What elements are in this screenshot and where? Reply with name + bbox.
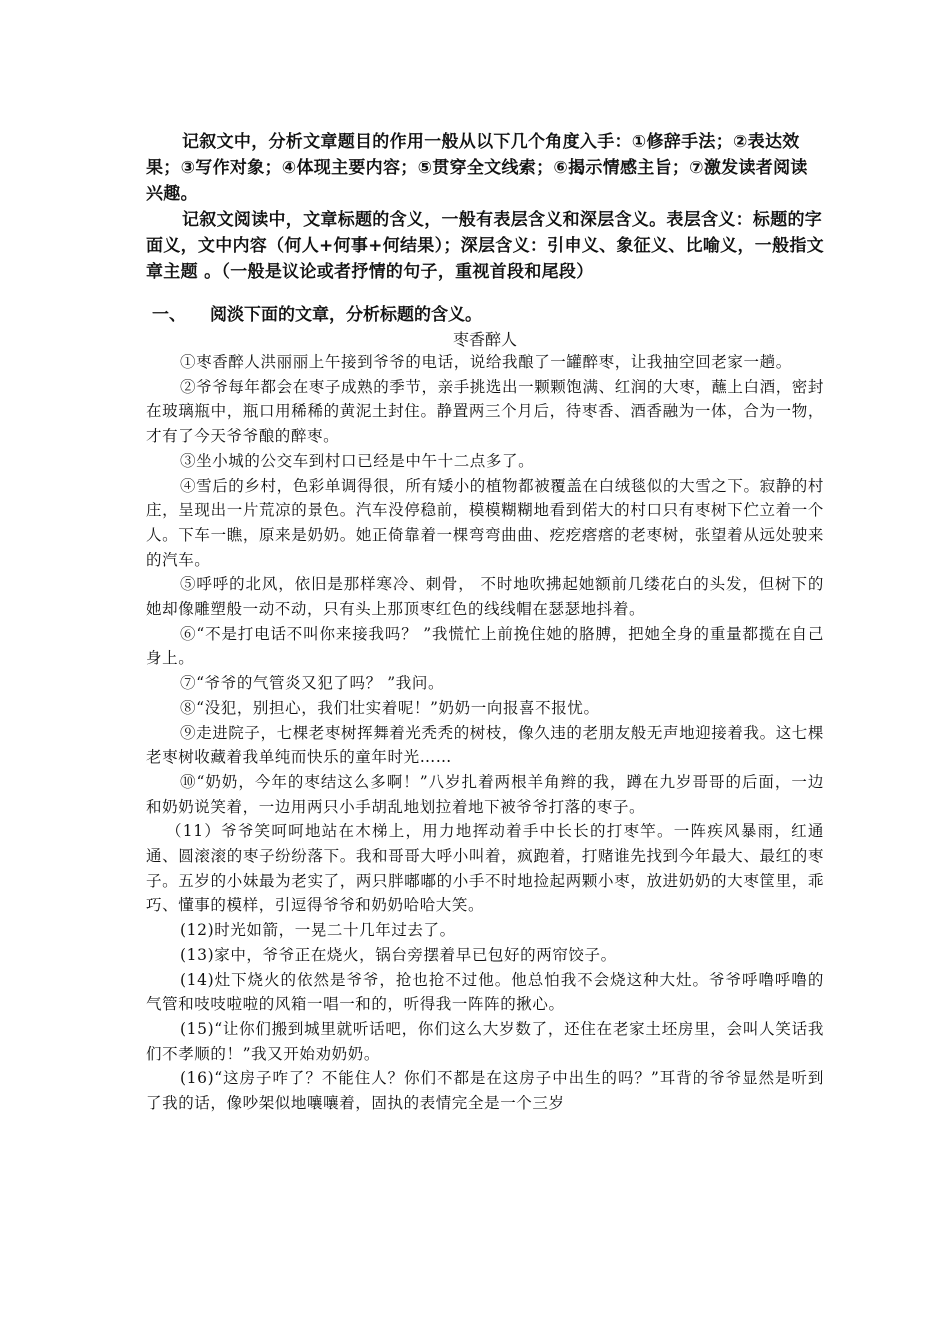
intro-paragraph-title-function: 记叙文中，分析文章题目的作用一般从以下几个角度入手：①修辞手法；②表达效果；③写作对象；④体现主要内容；⑤贯穿全文线索；⑥揭示情感主旨；⑦激发读者阅读兴趣。 [146, 132, 808, 204]
article-paragraph-7: ⑦“爷爷的气管炎又犯了吗？ ”我问。 [180, 674, 445, 693]
article-body [146, 350, 824, 1116]
article-paragraph-6: ⑥“不是打电话不叫你来接我吗？ ”我慌忙上前挽住她的胳膊，把她全身的重量都揽在自己身上。 [146, 624, 824, 668]
article-paragraph-8: ⑧“没犯，别担心，我们壮实着呢！”奶奶一向报喜不报忧。 [180, 698, 600, 717]
article-paragraph-5: ⑤呼呼的北风，依旧是那样寒冷、刺骨， 不时地吹拂起她额前几缕花白的头发，但树下的她却像雕塑般一动不动，只有头上那顶枣红色的线线帽在瑟瑟地抖着。 [146, 575, 824, 619]
section-heading [152, 302, 832, 328]
article-paragraph-3: ③坐小城的公交车到村口已经是中午十二点多了。 [180, 451, 535, 470]
article-paragraph-13: (13)家中，爷爷正在烧火，锅台旁摆着早已包好的两帘饺子。 [180, 945, 617, 964]
article-paragraph-10: ⑩“奶奶，今年的枣结这么多啊！”八岁扎着两根羊角辫的我，蹲在九岁哥哥的后面，一边和奶奶说笑着，一边用两只小手胡乱地划拉着地下被爷爷打落的枣子。 [146, 772, 824, 816]
article-title: 枣香醉人 [452, 330, 517, 349]
article-paragraph-1: ①枣香醉人洪丽丽上午接到爷爷的电话，说给我酿了一罐醉枣，让我抽空回老家一趟。 [180, 353, 792, 371]
section-number: 一、 [152, 305, 186, 325]
article-paragraph-12: (12)时光如箭，一晃二十几年过去了。 [180, 921, 456, 940]
article-paragraph-15: (15)“让你们搬到城里就听话吧，你们这么大岁数了，还住在老家土坯房里，会叫人笑话我们不孝顺的！”我又开始劝奶奶。 [146, 1019, 824, 1063]
section-instruction: 阅淡下面的文章，分析标题的含义。 [210, 305, 482, 325]
article-paragraph-11: （11）爷爷笑呵呵地站在木梯上，用力地挥动着手中长长的打枣竿。一阵疾风暴雨，红通通、圆滚滚的枣子纷纷落下。我和哥哥大呼小叫着，疯跑着，打赌谁先找到今年最大、最红的枣子。五岁的小妹最为老实了，两只胖嘟嘟的小手不时地捡起两颗小枣，放进奶奶的大枣筐里，乖巧、懂事的模样，引逗得爷爷和奶奶哈哈大笑。 [146, 822, 824, 915]
article-paragraph-16: (16)“这房子咋了？不能住人？你们不都是在这房子中出生的吗？”耳背的爷爷显然是听到了我的话，像吵架似地嚷嚷着，固执的表情完全是一个三岁 [146, 1069, 824, 1113]
intro-paragraph-title-meaning: 记叙文阅读中，文章标题的含义，一般有表层含义和深层含义。表层含义：标题的字面义，文中内容（何人+何事+何结果）；深层含义：引申义、象征义、比喻义，一般指文章主题 。（一般是议论或者抒情的句子，重视首段和尾段） [146, 210, 824, 282]
article-paragraph-2: ②爷爷每年都会在枣子成熟的季节，亲手挑选出一颗颗饱满、红润的大枣，蘸上白酒，密封在玻璃瓶中，瓶口用稀稀的黄泥土封住。静置两三个月后，待枣香、酒香融为一体，合为一物，才有了今天爷爷酿的醉枣。 [146, 377, 825, 446]
article-paragraph-4: ④雪后的乡村，色彩单调得很，所有矮小的植物都被覆盖在白绒毯似的大雪之下。寂静的村庄，呈现出一片荒凉的景色。汽车没停稳前，模模糊糊地看到偌大的村口只有枣树下伫立着一个人。下车一瞧，原来是奶奶。她正倚靠着一棵弯弯曲曲、疙疙瘩瘩的老枣树，张望着从远处驶来的汽车。 [146, 476, 825, 569]
article-paragraph-14: (14)灶下烧火的依然是爷爷，抢也抢不过他。他总怕我不会烧这种大灶。爷爷呼噜呼噜的气管和吱吱啦啦的风箱一唱一和的，听得我一阵阵的揪心。 [146, 970, 824, 1014]
article-paragraph-9: ⑨走进院子，七棵老枣树挥舞着光秃秃的树枝，像久违的老朋友般无声地迎接着我。这七棵老枣树收藏着我单纯而快乐的童年时光…… [146, 723, 825, 767]
